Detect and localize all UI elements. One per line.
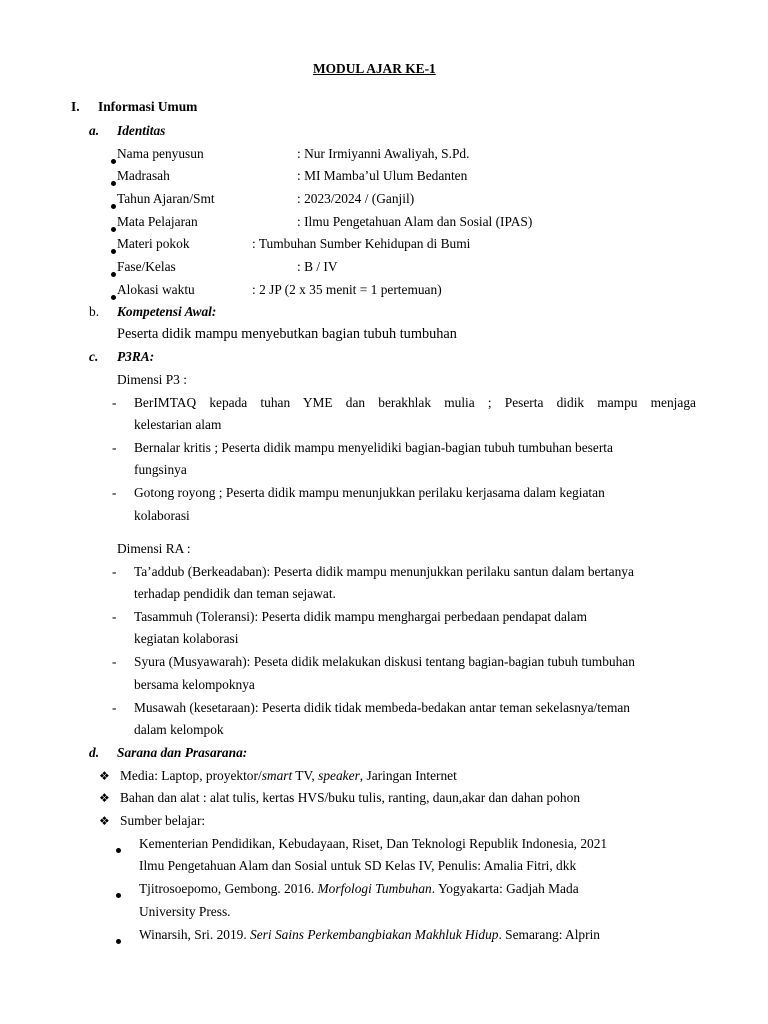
list-item-line2: terhadap pendidik dan teman sejawat. [134,586,336,601]
bullet-dot-icon [116,932,121,948]
bahan-line: Bahan dan alat : alat tulis, kertas HVS/buku tulis, ranting, daun,akar dan dahan pohon [120,790,581,805]
diamond-bullet-icon: ❖ [99,791,110,805]
list-item-line2: kegiatan kolaborasi [134,631,239,646]
reference-line1 [139,881,579,897]
media-text-italic: smart [261,768,293,783]
subsection-letter-d: d. [89,745,100,760]
bullet-dot-icon [111,288,116,304]
media-text: TV, [292,768,319,783]
list-item-line1: Musawah (kesetaraan): Peserta didik tidak membeda-bedakan antar teman sekelasnya/teman [134,700,630,715]
list-item-line2: kelestarian alam [134,417,222,432]
subsection-heading-p3ra: P3RA: [117,349,155,364]
media-text-italic: speaker [318,768,360,783]
media-text: , Jaringan Internet [359,768,457,783]
ra-heading: Dimensi RA : [117,541,191,556]
media-line [120,768,457,784]
reference-line1 [139,836,607,852]
list-item-line1: Ta’addub (Berkeadaban): Peserta didik mampu menunjukkan perilaku santun dalam bertanya [134,564,634,579]
list-item-line1: BerIMTAQ kepada tuhan YME dan berakhlak mulia ; Peserta didik mampu menjaga [134,395,696,410]
list-item-line1: Tasammuh (Toleransi): Peserta didik mampu menghargai perbedaan pendapat dalam [134,609,588,624]
list-item-line2: bersama kelompoknya [134,677,255,692]
reference-text: . Yogyakarta: Gadjah Mada [431,881,579,896]
list-item-line1: Gotong royong ; Peserta didik mampu menunjukkan perilaku kerjasama dalam kegiatan [134,485,605,500]
kompetensi-text: Peserta didik mampu menyebutkan bagian tubuh tumbuhan [117,326,457,342]
bullet-dot-icon [111,220,116,236]
reference-text: Tjitrosoepomo, Gembong. 2016. [139,881,318,896]
diamond-bullet-icon: ❖ [99,769,110,783]
subsection-letter-c: c. [89,349,99,364]
dash-marker: - [112,609,117,624]
section-heading: Informasi Umum [98,99,198,114]
bullet-dot-icon [111,197,116,213]
identity-value: : 2023/2024 / (Ganjil) [297,191,415,206]
subsection-letter-b: b. [89,304,100,319]
page-title: MODUL AJAR KE-1 [313,61,436,76]
subsection-heading-kompetensi: Kompetensi Awal: [117,304,217,319]
reference-line1 [139,927,600,943]
section-number: I. [71,99,80,114]
p3-heading: Dimensi P3 : [117,372,187,387]
dash-marker: - [112,440,117,455]
identity-key: Materi pokok [117,236,190,251]
reference-text: Winarsih, Sri. 2019. [139,927,251,942]
reference-line2: University Press. [139,904,231,919]
subsection-letter-a: a. [89,123,100,138]
bullet-dot-icon [111,152,116,168]
identity-key: Mata Pelajaran [117,214,198,229]
subsection-heading-identitas: Identitas [117,123,166,138]
dash-marker: - [112,654,117,669]
identity-key: Alokasi waktu [117,282,195,297]
identity-value: : B / IV [297,259,338,274]
identity-value: : Tumbuhan Sumber Kehidupan di Bumi [252,236,471,251]
dash-marker: - [112,485,117,500]
reference-title: Morfologi Tumbuhan [317,881,432,896]
identity-value: : Nur Irmiyanni Awaliyah, S.Pd. [297,146,470,161]
identity-key: Fase/Kelas [117,259,176,274]
reference-title: Seri Sains Perkembangbiakan Makhluk Hidup [250,927,499,942]
sumber-heading: Sumber belajar: [120,813,206,828]
identity-value: : 2 JP (2 x 35 menit = 1 pertemuan) [252,282,442,297]
identity-value: : Ilmu Pengetahuan Alam dan Sosial (IPAS) [297,214,533,229]
reference-text: . Semarang: Alprin [498,927,600,942]
identity-value: : MI Mamba’ul Ulum Bedanten [297,168,468,183]
diamond-bullet-icon: ❖ [99,814,110,828]
bullet-dot-icon [111,265,116,281]
list-item-line2: fungsinya [134,462,187,477]
bullet-dot-icon [116,886,121,902]
bullet-dot-icon [111,174,116,190]
media-text: Media: Laptop, proyektor/ [120,768,262,783]
dash-marker: - [112,564,117,579]
reference-line2: Ilmu Pengetahuan Alam dan Sosial untuk SD Kelas IV, Penulis: Amalia Fitri, dkk [139,858,577,873]
list-item-line2: kolaborasi [134,508,190,523]
list-item-line1: Bernalar kritis ; Peserta didik mampu menyelidiki bagian-bagian tubuh tumbuhan beserta [134,440,613,455]
list-item-line2: dalam kelompok [134,722,224,737]
bullet-dot-icon [111,242,116,258]
identity-key: Tahun Ajaran/Smt [117,191,215,206]
identity-key: Nama penyusun [117,146,204,161]
list-item-line1: Syura (Musyawarah): Peseta didik melakukan diskusi tentang bagian-bagian tubuh tumbuhan [134,654,635,669]
dash-marker: - [112,395,117,410]
identity-key: Madrasah [117,168,170,183]
subsection-heading-sarana: Sarana dan Prasarana: [117,745,248,760]
reference-text: Kementerian Pendidikan, Kebudayaan, Riset, Dan Teknologi Republik Indonesia, 2021 [139,836,608,851]
bullet-dot-icon [116,841,121,857]
dash-marker: - [112,700,117,715]
